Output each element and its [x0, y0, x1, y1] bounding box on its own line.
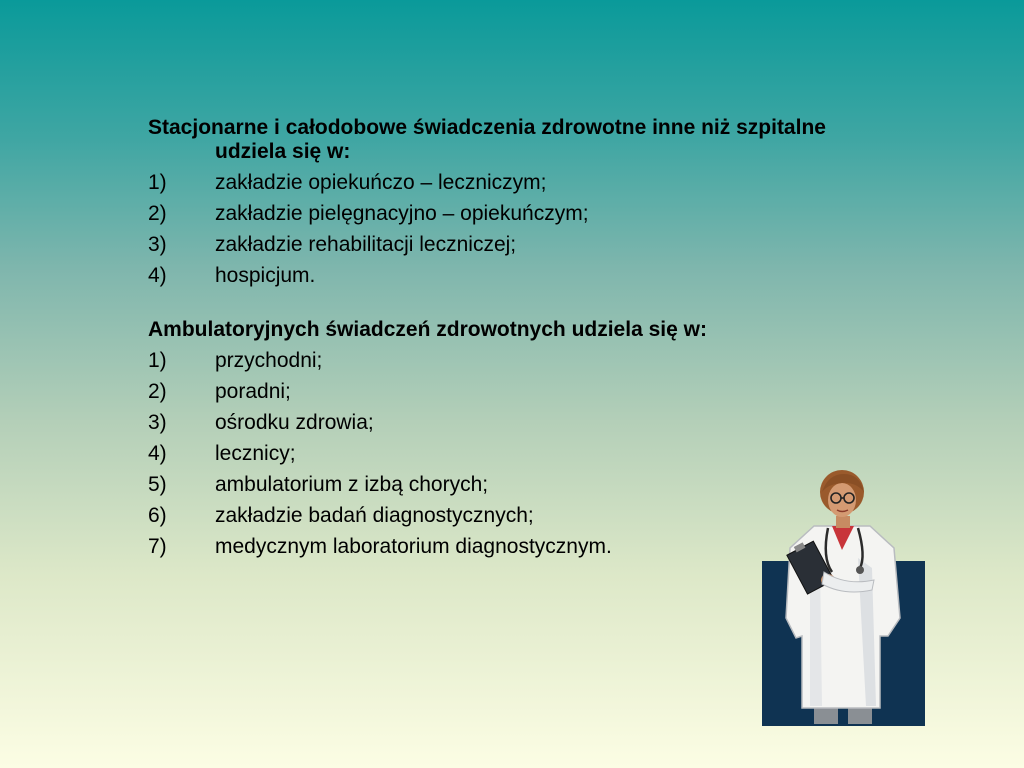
item-number: 6)	[148, 504, 167, 527]
item-text: ambulatorium z izbą chorych;	[215, 473, 489, 496]
list-inpatient	[148, 171, 868, 288]
section-inpatient	[148, 116, 868, 288]
list-outpatient	[148, 349, 868, 559]
item-number: 3)	[148, 411, 167, 434]
item-number: 4)	[148, 442, 167, 465]
list-item	[148, 504, 868, 528]
slide-content	[148, 116, 868, 559]
item-text: hospicjum.	[215, 264, 316, 287]
item-text: przychodni;	[215, 349, 323, 372]
doctor-illustration	[762, 468, 926, 726]
list-item	[148, 473, 868, 497]
item-number: 4)	[148, 264, 167, 287]
item-text: ośrodku zdrowia;	[215, 411, 374, 434]
section-heading-outpatient: Ambulatoryjnych świadczeń zdrowotnych udziela się w:	[148, 318, 707, 341]
list-item	[148, 171, 868, 195]
list-item	[148, 442, 868, 466]
item-number: 7)	[148, 535, 167, 558]
list-item	[148, 264, 868, 288]
list-item	[148, 202, 868, 226]
item-number: 3)	[148, 233, 167, 256]
item-text: lecznicy;	[215, 442, 296, 465]
item-number: 5)	[148, 473, 167, 496]
list-item	[148, 233, 868, 257]
item-number: 1)	[148, 349, 167, 372]
list-item	[148, 535, 868, 559]
item-number: 2)	[148, 202, 167, 225]
item-text: medycznym laboratorium diagnostycznym.	[215, 535, 612, 558]
item-number: 1)	[148, 171, 167, 194]
item-number: 2)	[148, 380, 167, 403]
item-text: zakładzie rehabilitacji leczniczej;	[215, 233, 517, 256]
section-heading-inpatient: Stacjonarne i całodobowe świadczenia zdrowotne inne niż szpitalne udziela się w:	[148, 116, 826, 163]
item-text: zakładzie badań diagnostycznych;	[215, 504, 534, 527]
list-item	[148, 380, 868, 404]
list-item	[148, 349, 868, 373]
item-text: poradni;	[215, 380, 291, 403]
item-text: zakładzie pielęgnacyjno – opiekuńczym;	[215, 202, 589, 225]
item-text: zakładzie opiekuńczo – leczniczym;	[215, 171, 547, 194]
section-outpatient	[148, 318, 868, 559]
list-item	[148, 411, 868, 435]
